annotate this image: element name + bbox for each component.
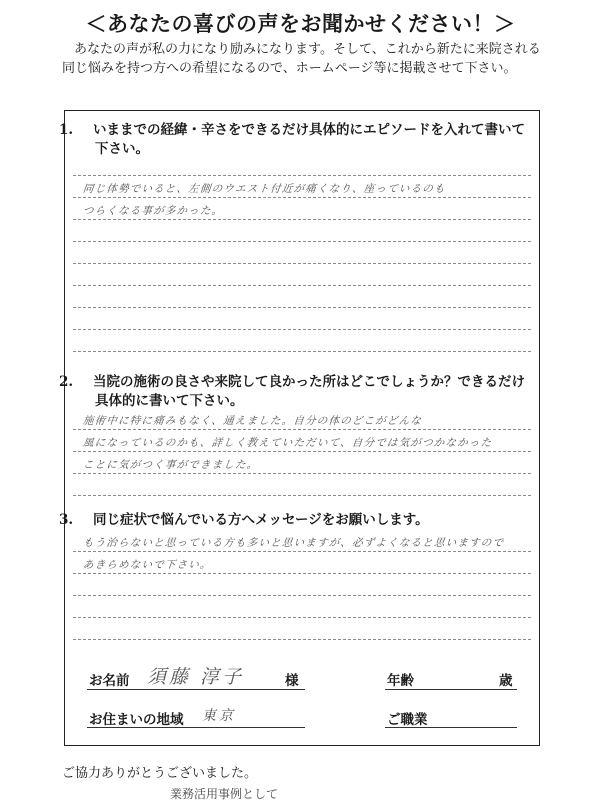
answer-line [73, 241, 531, 242]
area-value: 東京 [202, 708, 236, 724]
name-underline [87, 689, 305, 690]
page-title: ＜あなたの喜びの声をお聞かせください！＞ [85, 11, 516, 36]
q2-answer-line-1: 施術中に特に痛みもなく、通えました。自分の体のどこがどんな [82, 415, 423, 427]
question-3-number: 3. [59, 512, 74, 528]
intro-text: あなたの声が私の力になり励みになります。そして、これから新たに来院される同じ悩みを持つ方への希望になるので、ホームページ等に掲載させて下さい。 [62, 42, 541, 76]
area-underline [87, 727, 305, 728]
job-label: ご職業 [387, 712, 428, 728]
answer-line [73, 197, 531, 198]
age-underline [385, 689, 517, 690]
name-value: 須藤 淳子 [147, 666, 245, 688]
question-2-number: 2. [59, 374, 74, 390]
question-1 [59, 121, 527, 159]
honorific-label: 様 [285, 673, 299, 689]
answer-line [73, 219, 531, 220]
age-unit-label: 歳 [499, 673, 513, 689]
q2-answer-line-3: ことに気がつく事ができました。 [82, 459, 260, 471]
answer-line [73, 617, 531, 618]
answer-line [73, 495, 531, 496]
answer-line [73, 351, 531, 352]
answer-line [73, 639, 531, 640]
answer-line [73, 429, 531, 430]
name-label: お名前 [89, 673, 130, 689]
area-label: お住まいの地域 [89, 712, 184, 728]
question-2 [59, 373, 527, 411]
thanks-text: ご協力ありがとうございました。 [62, 766, 258, 781]
q3-answer-line-2: あきらめないで下さい。 [82, 559, 213, 571]
question-1-number: 1. [59, 122, 74, 138]
job-underline [385, 727, 517, 728]
question-3-text: 同じ症状で悩んでいる方へメッセージをお願いします。 [93, 512, 429, 528]
answer-line [73, 285, 531, 286]
question-3 [59, 511, 527, 530]
answer-line [73, 329, 531, 330]
q3-answer-line-1: もう治らないと思っている方も多いと思いますが、必ずよくなると思いますので [82, 537, 505, 549]
question-2-text: 当院の施術の良さや来院して良かった所はどこでしょうか？できるだけ具体的に書いて下さい。 [93, 374, 525, 409]
age-label: 年齢 [387, 673, 414, 689]
cut-off-text: 業務活用事例として [170, 787, 279, 801]
survey-form [59, 110, 540, 746]
answer-line [73, 175, 531, 176]
answer-line [73, 551, 531, 552]
question-1-text: いままでの経緯・辛さをできるだけ具体的にエピソードを入れて書いて下さい。 [93, 122, 525, 157]
answer-line [73, 451, 531, 452]
answer-line [73, 263, 531, 264]
q1-answer-line-1: 同じ体勢でいると、左側のウエスト付近が痛くなり、座っているのも [82, 183, 447, 195]
answer-line [73, 307, 531, 308]
q2-answer-line-2: 風になっているのかも、詳しく教えていただいて、自分では気がつかなかった [82, 437, 493, 449]
answer-line [73, 473, 531, 474]
answer-line [73, 595, 531, 596]
q1-answer-line-2: つらくなる事が多かった。 [82, 205, 224, 217]
answer-line [73, 573, 531, 574]
